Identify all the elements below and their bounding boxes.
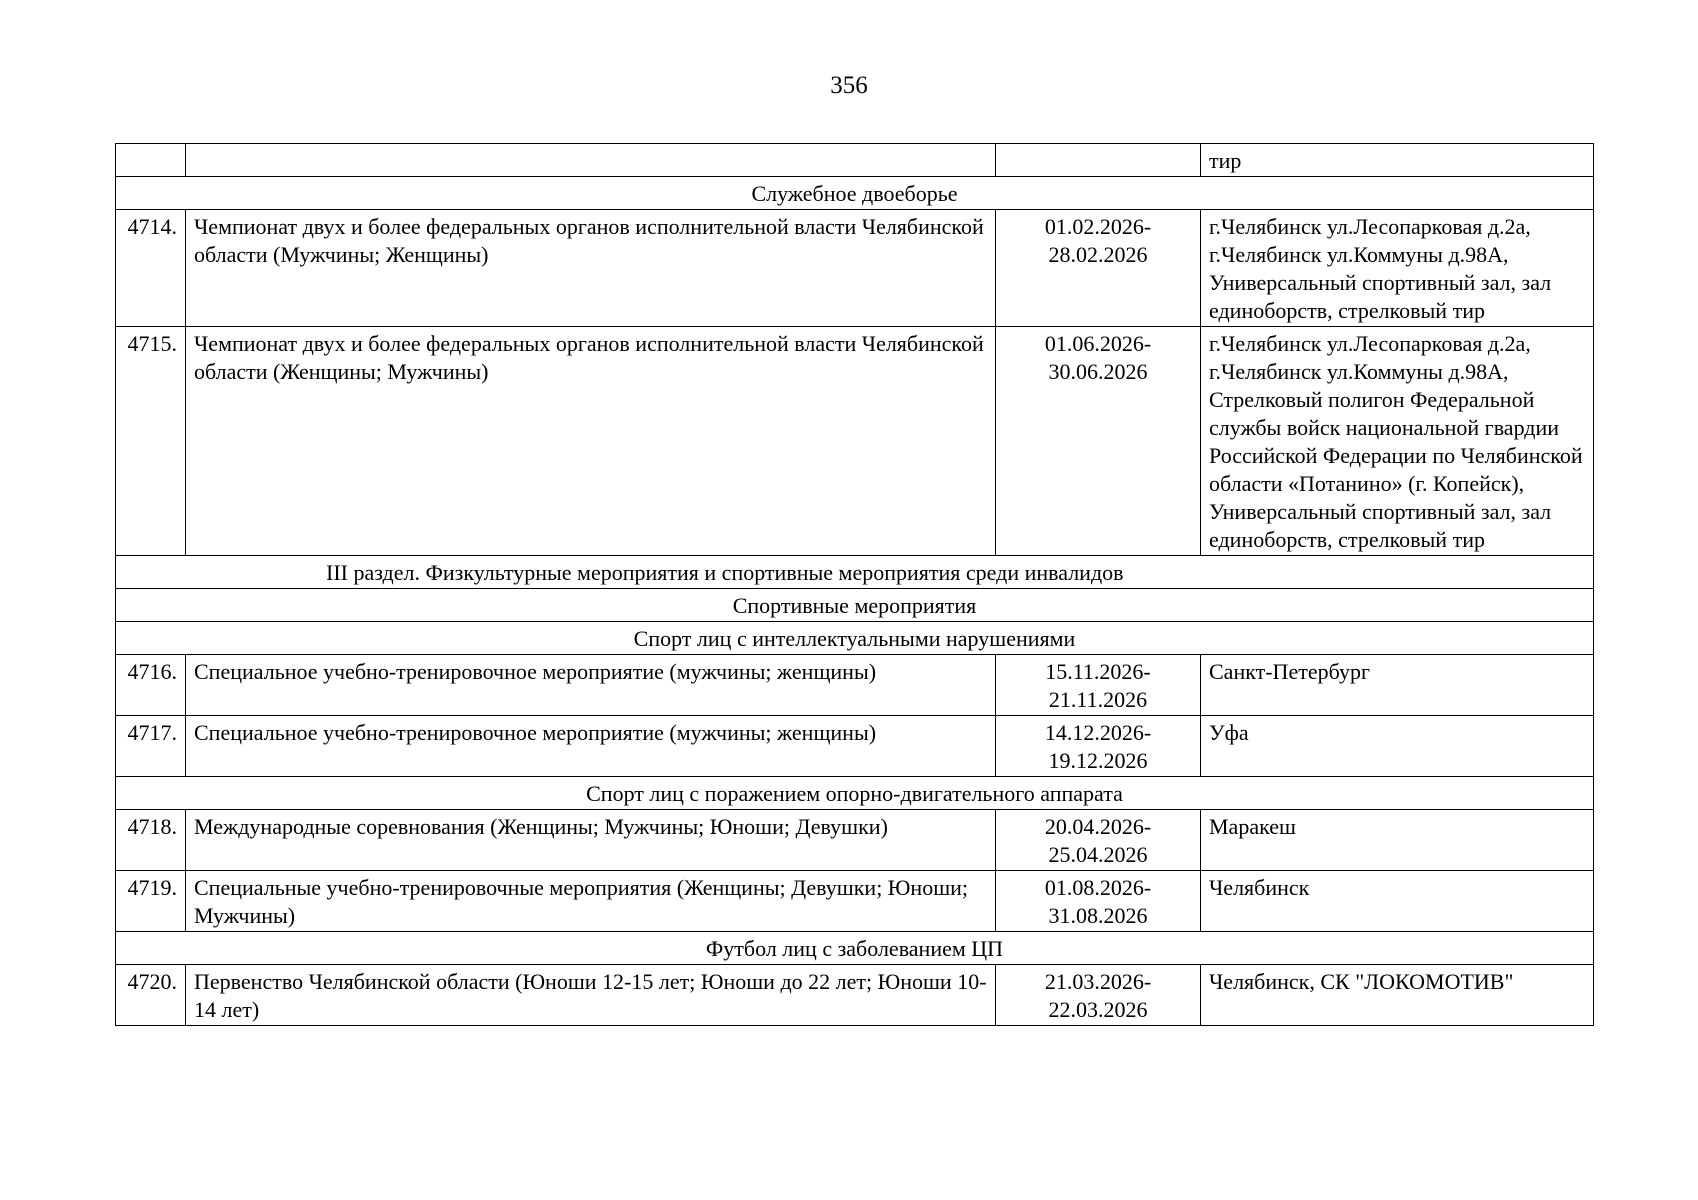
event-dates <box>996 210 1201 327</box>
venue-cell: Санкт-Петербург <box>1201 655 1594 716</box>
date-end: 28.02.2026 <box>1048 242 1148 267</box>
section-header-row <box>116 777 1594 810</box>
event-dates <box>996 810 1201 871</box>
row-number: 4720. <box>116 965 186 1026</box>
venue-cell: Челябинск, СК "ЛОКОМОТИВ" <box>1201 965 1594 1026</box>
section-title: Спортивные мероприятия <box>116 589 1594 622</box>
row-number: 4719. <box>116 871 186 932</box>
table-row <box>116 871 1594 932</box>
section-title: Служебное двоеборье <box>116 177 1594 210</box>
venue-cell: г.Челябинск ул.Лесопарковая д.2а, г.Челябинск ул.Коммуны д.98А, Универсальный спортивный зал, зал единоборств, стрелковый тир <box>1201 210 1594 327</box>
table-row <box>116 716 1594 777</box>
date-start: 01.02.2026- <box>1044 214 1152 239</box>
table-row <box>116 655 1594 716</box>
section-header-row <box>116 622 1594 655</box>
date-end: 22.03.2026 <box>1048 997 1148 1022</box>
table-row <box>116 210 1594 327</box>
event-dates <box>996 871 1201 932</box>
date-end: 31.08.2026 <box>1048 903 1148 928</box>
event-name: Специальное учебно-тренировочное мероприятие (мужчины; женщины) <box>186 655 996 716</box>
table-row <box>116 144 1594 177</box>
events-table <box>115 143 1594 1026</box>
event-dates <box>996 327 1201 556</box>
event-name: Чемпионат двух и более федеральных органов исполнительной власти Челябинской области (Мужчины; Женщины) <box>186 210 996 327</box>
venue-cell: Уфа <box>1201 716 1594 777</box>
section-header-row <box>116 589 1594 622</box>
event-dates <box>996 716 1201 777</box>
page-number: 356 <box>830 72 868 99</box>
date-start: 14.12.2026- <box>1044 720 1152 745</box>
section-header-row <box>116 177 1594 210</box>
event-name: Специальные учебно-тренировочные мероприятия (Женщины; Девушки; Юноши; Мужчины) <box>186 871 996 932</box>
venue-cell: Челябинск <box>1201 871 1594 932</box>
row-number: 4715. <box>116 327 186 556</box>
row-number: 4718. <box>116 810 186 871</box>
section-header-row <box>116 556 1594 589</box>
date-end: 19.12.2026 <box>1048 748 1148 773</box>
date-start: 20.04.2026- <box>1044 814 1152 839</box>
venue-cell: Маракеш <box>1201 810 1594 871</box>
section-title: Спорт лиц с поражением опорно-двигательного аппарата <box>116 777 1594 810</box>
section-title: Футбол лиц с заболеванием ЦП <box>116 932 1594 965</box>
venue-cell: тир <box>1201 144 1594 177</box>
section-title: Спорт лиц с интеллектуальными нарушениями <box>116 622 1594 655</box>
date-start: 01.08.2026- <box>1044 875 1152 900</box>
table-row <box>116 327 1594 556</box>
date-end: 21.11.2026 <box>1048 687 1148 712</box>
event-name: Специальное учебно-тренировочное мероприятие (мужчины; женщины) <box>186 716 996 777</box>
event-name: Международные соревнования (Женщины; Мужчины; Юноши; Девушки) <box>186 810 996 871</box>
table-row <box>116 810 1594 871</box>
date-end: 25.04.2026 <box>1048 842 1148 867</box>
date-start: 21.03.2026- <box>1044 969 1152 994</box>
row-number: 4717. <box>116 716 186 777</box>
row-number: 4714. <box>116 210 186 327</box>
section-title: III раздел. Физкультурные мероприятия и спортивные мероприятия среди инвалидов <box>116 556 1594 589</box>
row-number: 4716. <box>116 655 186 716</box>
date-end: 30.06.2026 <box>1048 359 1148 384</box>
event-name: Чемпионат двух и более федеральных органов исполнительной власти Челябинской области (Женщины; Мужчины) <box>186 327 996 556</box>
section-header-row <box>116 932 1594 965</box>
event-dates <box>996 965 1201 1026</box>
event-dates <box>996 655 1201 716</box>
event-name: Первенство Челябинской области (Юноши 12-15 лет; Юноши до 22 лет; Юноши 10-14 лет) <box>186 965 996 1026</box>
date-start: 15.11.2026- <box>1045 659 1151 684</box>
date-start: 01.06.2026- <box>1044 331 1152 356</box>
table-row <box>116 965 1594 1026</box>
venue-cell: г.Челябинск ул.Лесопарковая д.2а, г.Челябинск ул.Коммуны д.98А, Стрелковый полигон Федеральной службы войск национальной гвардии Российской Федерации по Челябинской области «Потанино» (г. Копейск), Универсальный спортивный зал, зал единоборств, стрелковый тир <box>1201 327 1594 556</box>
